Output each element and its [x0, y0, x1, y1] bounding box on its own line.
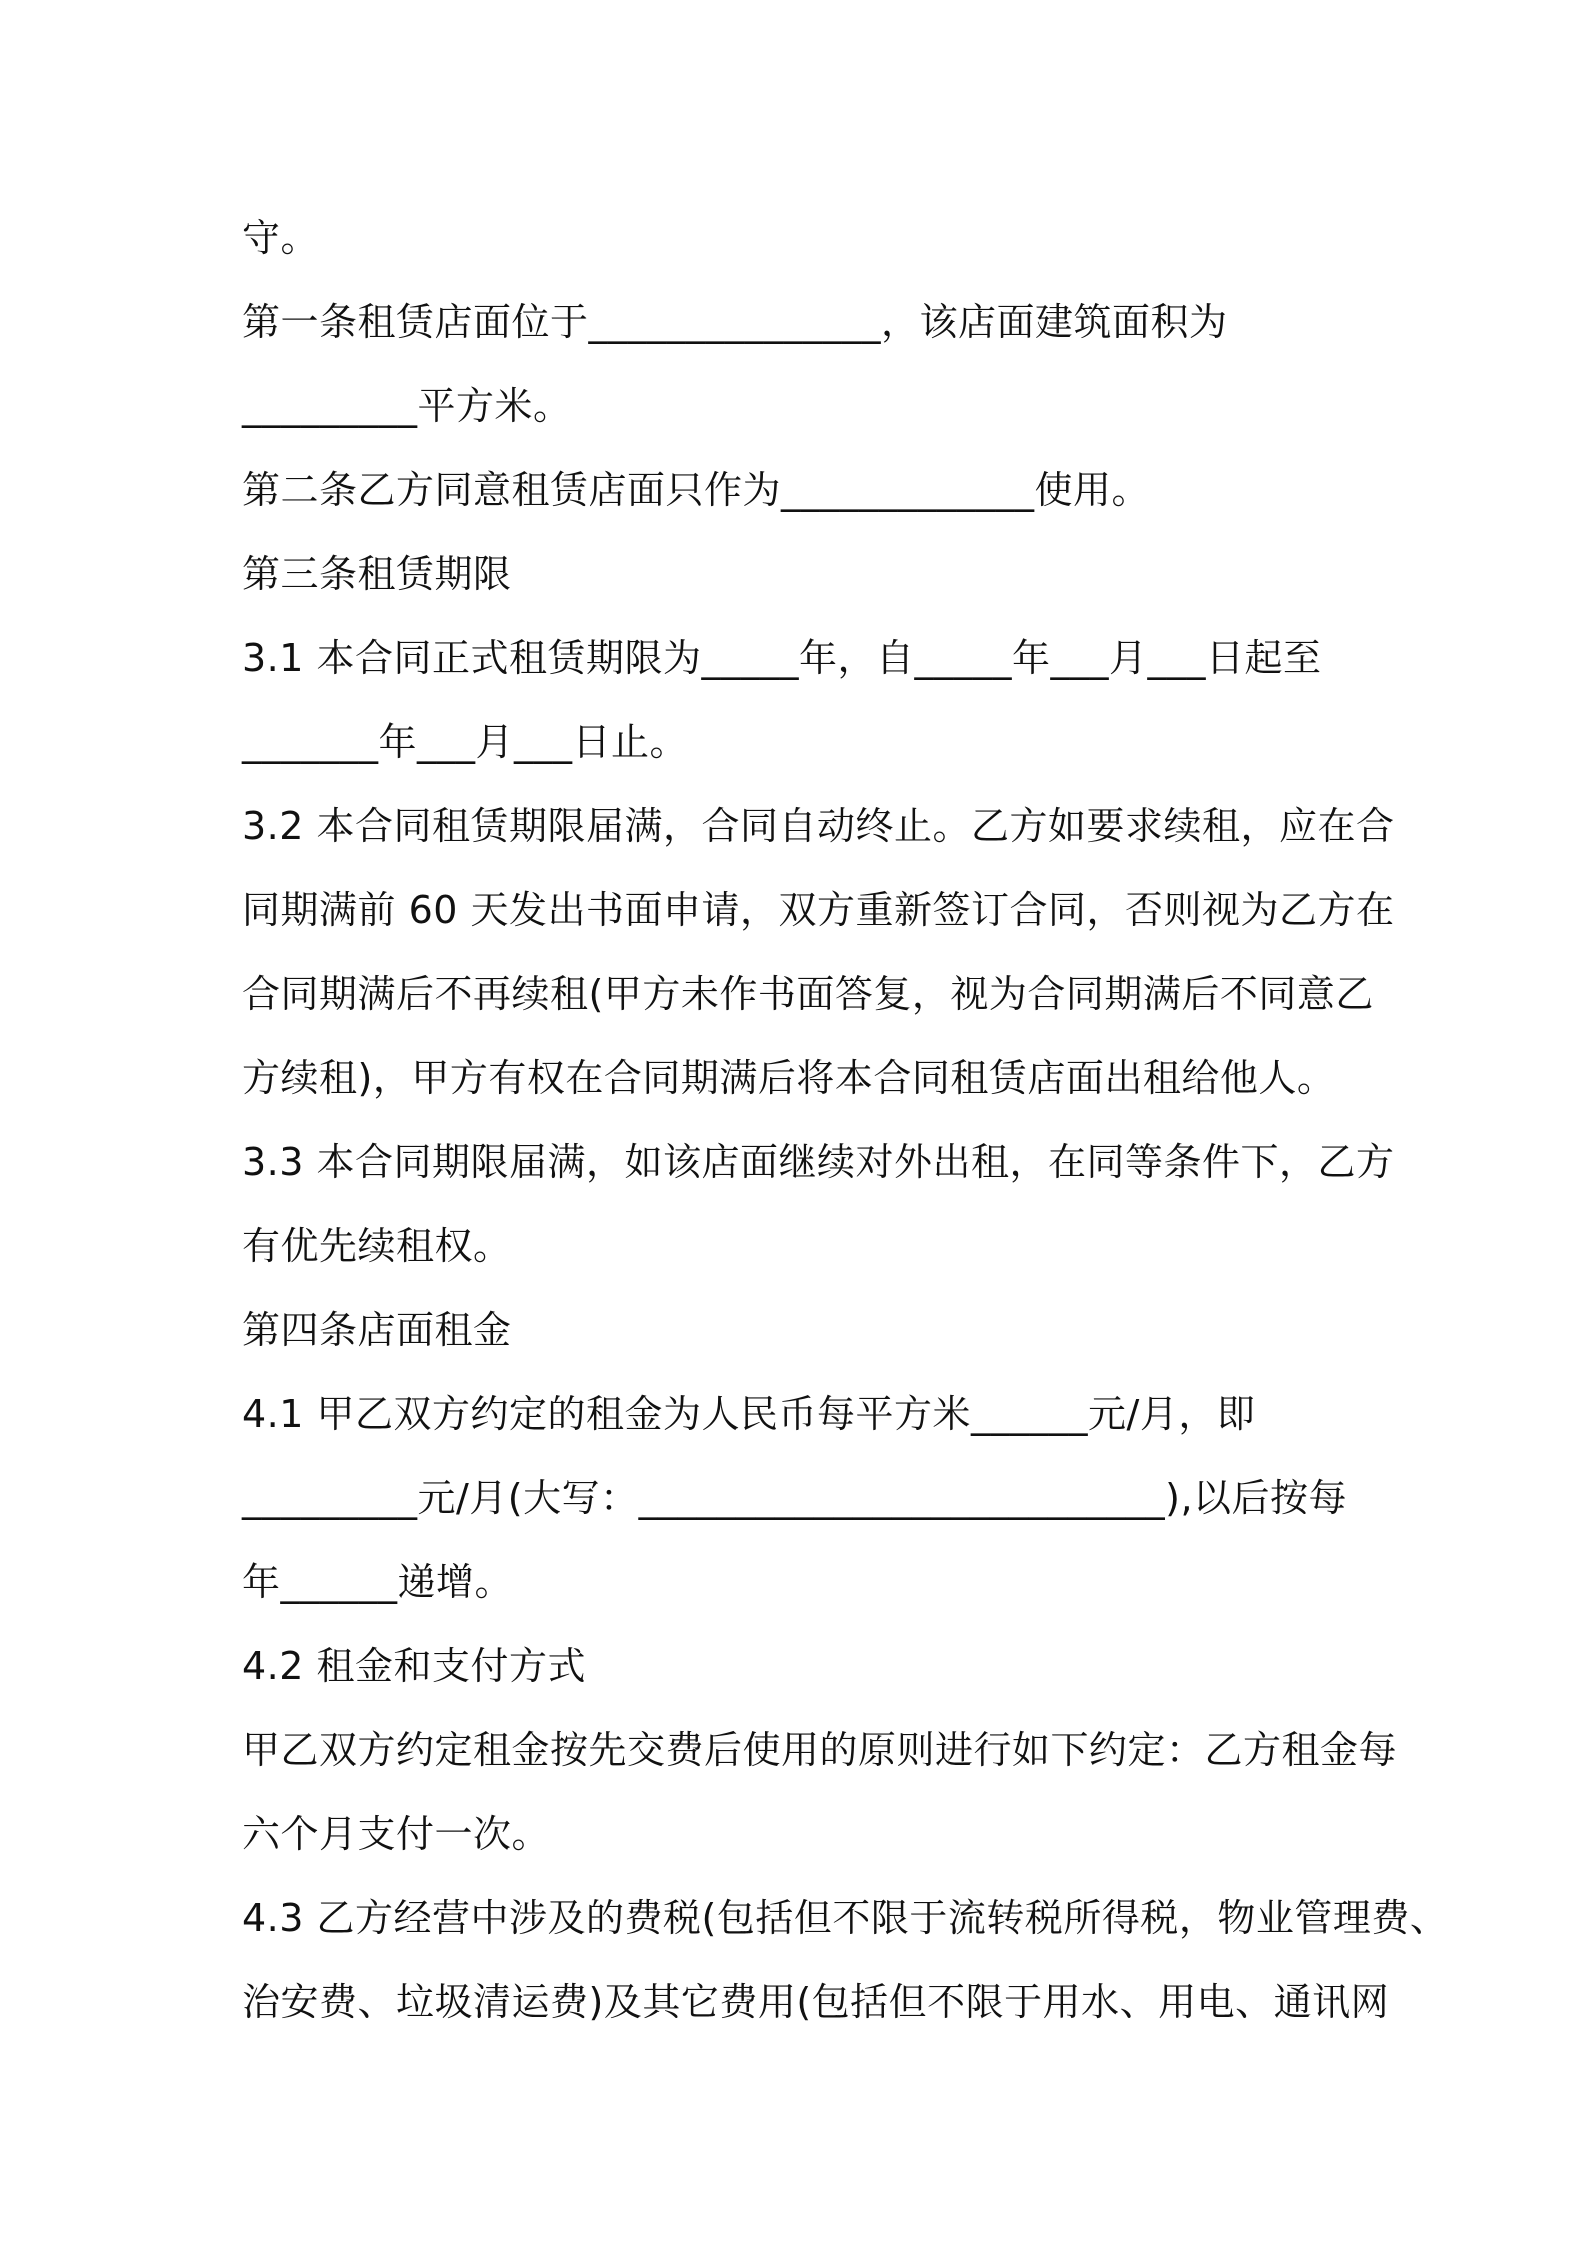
text-line: 4.3 乙方经营中涉及的费税(包括但不限于流转税所得税，物业管理费、	[242, 1896, 1449, 1940]
text-line: 有优先续租权。	[242, 1224, 512, 1268]
text-line: _______年___月___日止。	[242, 720, 689, 764]
text-line: 第一条租赁店面位于_______________，该店面建筑面积为	[242, 300, 1228, 344]
text-line: 第二条乙方同意租赁店面只作为_____________使用。	[242, 468, 1151, 512]
section-heading: 第四条店面租金	[242, 1308, 512, 1352]
text-line: 守。	[242, 216, 320, 260]
text-line: 3.2 本合同租赁期限届满，合同自动终止。乙方如要求续租，应在合	[242, 804, 1395, 848]
section-heading: 第三条租赁期限	[242, 552, 512, 596]
text-line: 年______递增。	[242, 1560, 514, 1604]
text-line: _________平方米。	[242, 384, 572, 428]
text-line: 治安费、垃圾清运费)及其它费用(包括但不限于用水、用电、通讯网	[242, 1980, 1390, 2024]
text-line: 方续租)，甲方有权在合同期满后将本合同租赁店面出租给他人。	[242, 1056, 1336, 1100]
text-line: _________元/月(大写：___________________________),以后按每	[242, 1476, 1348, 1520]
subsection-heading: 4.2 租金和支付方式	[242, 1644, 587, 1688]
text-line: 4.1 甲乙双方约定的租金为人民币每平方米______元/月，即	[242, 1392, 1256, 1436]
text-line: 甲乙双方约定租金按先交费后使用的原则进行如下约定：乙方租金每	[242, 1728, 1398, 1772]
text-line: 3.1 本合同正式租赁期限为_____年，自_____年___月___日起至	[242, 636, 1322, 680]
document-page	[242, 196, 1449, 2044]
text-line: 六个月支付一次。	[242, 1812, 551, 1856]
text-line: 同期满前 60 天发出书面申请，双方重新签订合同，否则视为乙方在	[242, 888, 1395, 932]
text-line: 3.3 本合同期限届满，如该店面继续对外出租，在同等条件下，乙方	[242, 1140, 1395, 1184]
text-line: 合同期满后不再续租(甲方未作书面答复，视为合同期满后不同意乙	[242, 972, 1374, 1016]
